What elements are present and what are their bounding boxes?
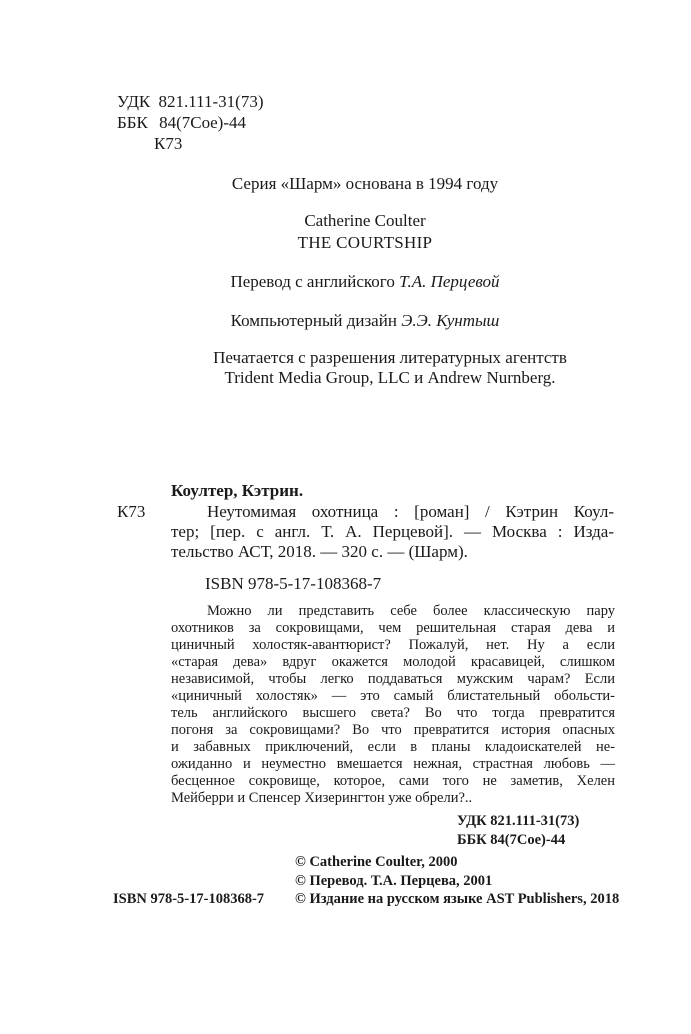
translation-credit bbox=[100, 272, 630, 292]
annotation-line: Можно ли представить себе более классическую пару bbox=[207, 603, 615, 619]
series-note: Серия «Шарм» основана в 1994 году bbox=[231, 174, 499, 193]
annotation-line: ожиданно и неуместно вмешается нежная, страстная любовь — bbox=[171, 756, 615, 772]
catalog-line: тер; [пер. с англ. Т. А. Перцевой]. — Москва : Изда- bbox=[171, 522, 614, 541]
catalog-heading: Коултер, Кэтрин. bbox=[171, 481, 304, 500]
annotation-line: и забавных приключений, если в планы кладоискателей не- bbox=[171, 739, 615, 755]
design-prefix: Компьютерный дизайн bbox=[230, 311, 402, 330]
footer-udk: УДК 821.111-31(73) bbox=[457, 813, 580, 829]
annotation-line: «старая дева» вдруг окажется молодой красавицей, слишком bbox=[171, 654, 615, 670]
footer-isbn: ISBN 978-5-17-108368-7 bbox=[113, 891, 265, 907]
catalog-isbn: ISBN 978-5-17-108368-7 bbox=[205, 574, 382, 593]
translator-name: Т.А. Перцевой bbox=[399, 272, 500, 291]
license-line-2: Trident Media Group, LLC и Andrew Nurnberg. bbox=[224, 368, 556, 387]
annotation-line: «циничный холостяк» — это самый блистательный обольсти- bbox=[171, 688, 615, 704]
copyright-edition: © Издание на русском языке AST Publishers, 2018 bbox=[295, 891, 620, 907]
original-title: THE COURTSHIP bbox=[297, 233, 433, 252]
annotation-line: бесценное сокровище, которое, сами того не заметив, Хелен bbox=[171, 773, 615, 789]
annotation-line: независимой, чтобы легко поддаваться мужским чарам? Если bbox=[171, 671, 615, 687]
footer-bbk: ББК 84(7Coe)-44 bbox=[457, 832, 566, 848]
bbk-label: ББК bbox=[117, 113, 148, 132]
annotation-line: погоня за сокровищами? Во что превратится история опасных bbox=[171, 722, 615, 738]
copyright-author: © Catherine Coulter, 2000 bbox=[295, 854, 458, 870]
catalog-line: Неутомимая охотница : [роман] / Кэтрин Коул- bbox=[207, 502, 614, 521]
catalog-description bbox=[171, 502, 614, 562]
designer-name: Э.Э. Кунтыш bbox=[401, 311, 500, 330]
design-credit bbox=[100, 311, 630, 331]
udk-label: УДК bbox=[117, 92, 151, 111]
license-line-1: Печатается с разрешения литературных агентств bbox=[213, 348, 567, 367]
bbk-value: 84(7Coe)-44 bbox=[159, 113, 246, 132]
catalog-line: тельство АСТ, 2018. — 320 с. — (Шарм). bbox=[171, 542, 468, 561]
udk-value: 821.111-31(73) bbox=[158, 92, 264, 111]
annotation bbox=[171, 603, 615, 807]
author-mark: К73 bbox=[154, 134, 183, 153]
annotation-line: тель английского высшего света? Во что тогда превратится bbox=[171, 705, 615, 721]
catalog-mark: К73 bbox=[117, 502, 146, 521]
annotation-line: охотников за сокровищами, чем решительная старая дева и bbox=[171, 620, 615, 636]
annotation-line: циничный холостяк-авантюрист? Пожалуй, нет. Ну а если bbox=[171, 637, 615, 653]
bbk-line bbox=[117, 113, 246, 133]
copyright-translation: © Перевод. Т.А. Перцева, 2001 bbox=[295, 873, 493, 889]
translation-prefix: Перевод с английского bbox=[230, 272, 400, 291]
annotation-line: Мейберри и Спенсер Хизерингтон уже обрели?.. bbox=[171, 790, 473, 806]
original-author: Catherine Coulter bbox=[304, 211, 426, 230]
udk-line bbox=[117, 92, 264, 112]
